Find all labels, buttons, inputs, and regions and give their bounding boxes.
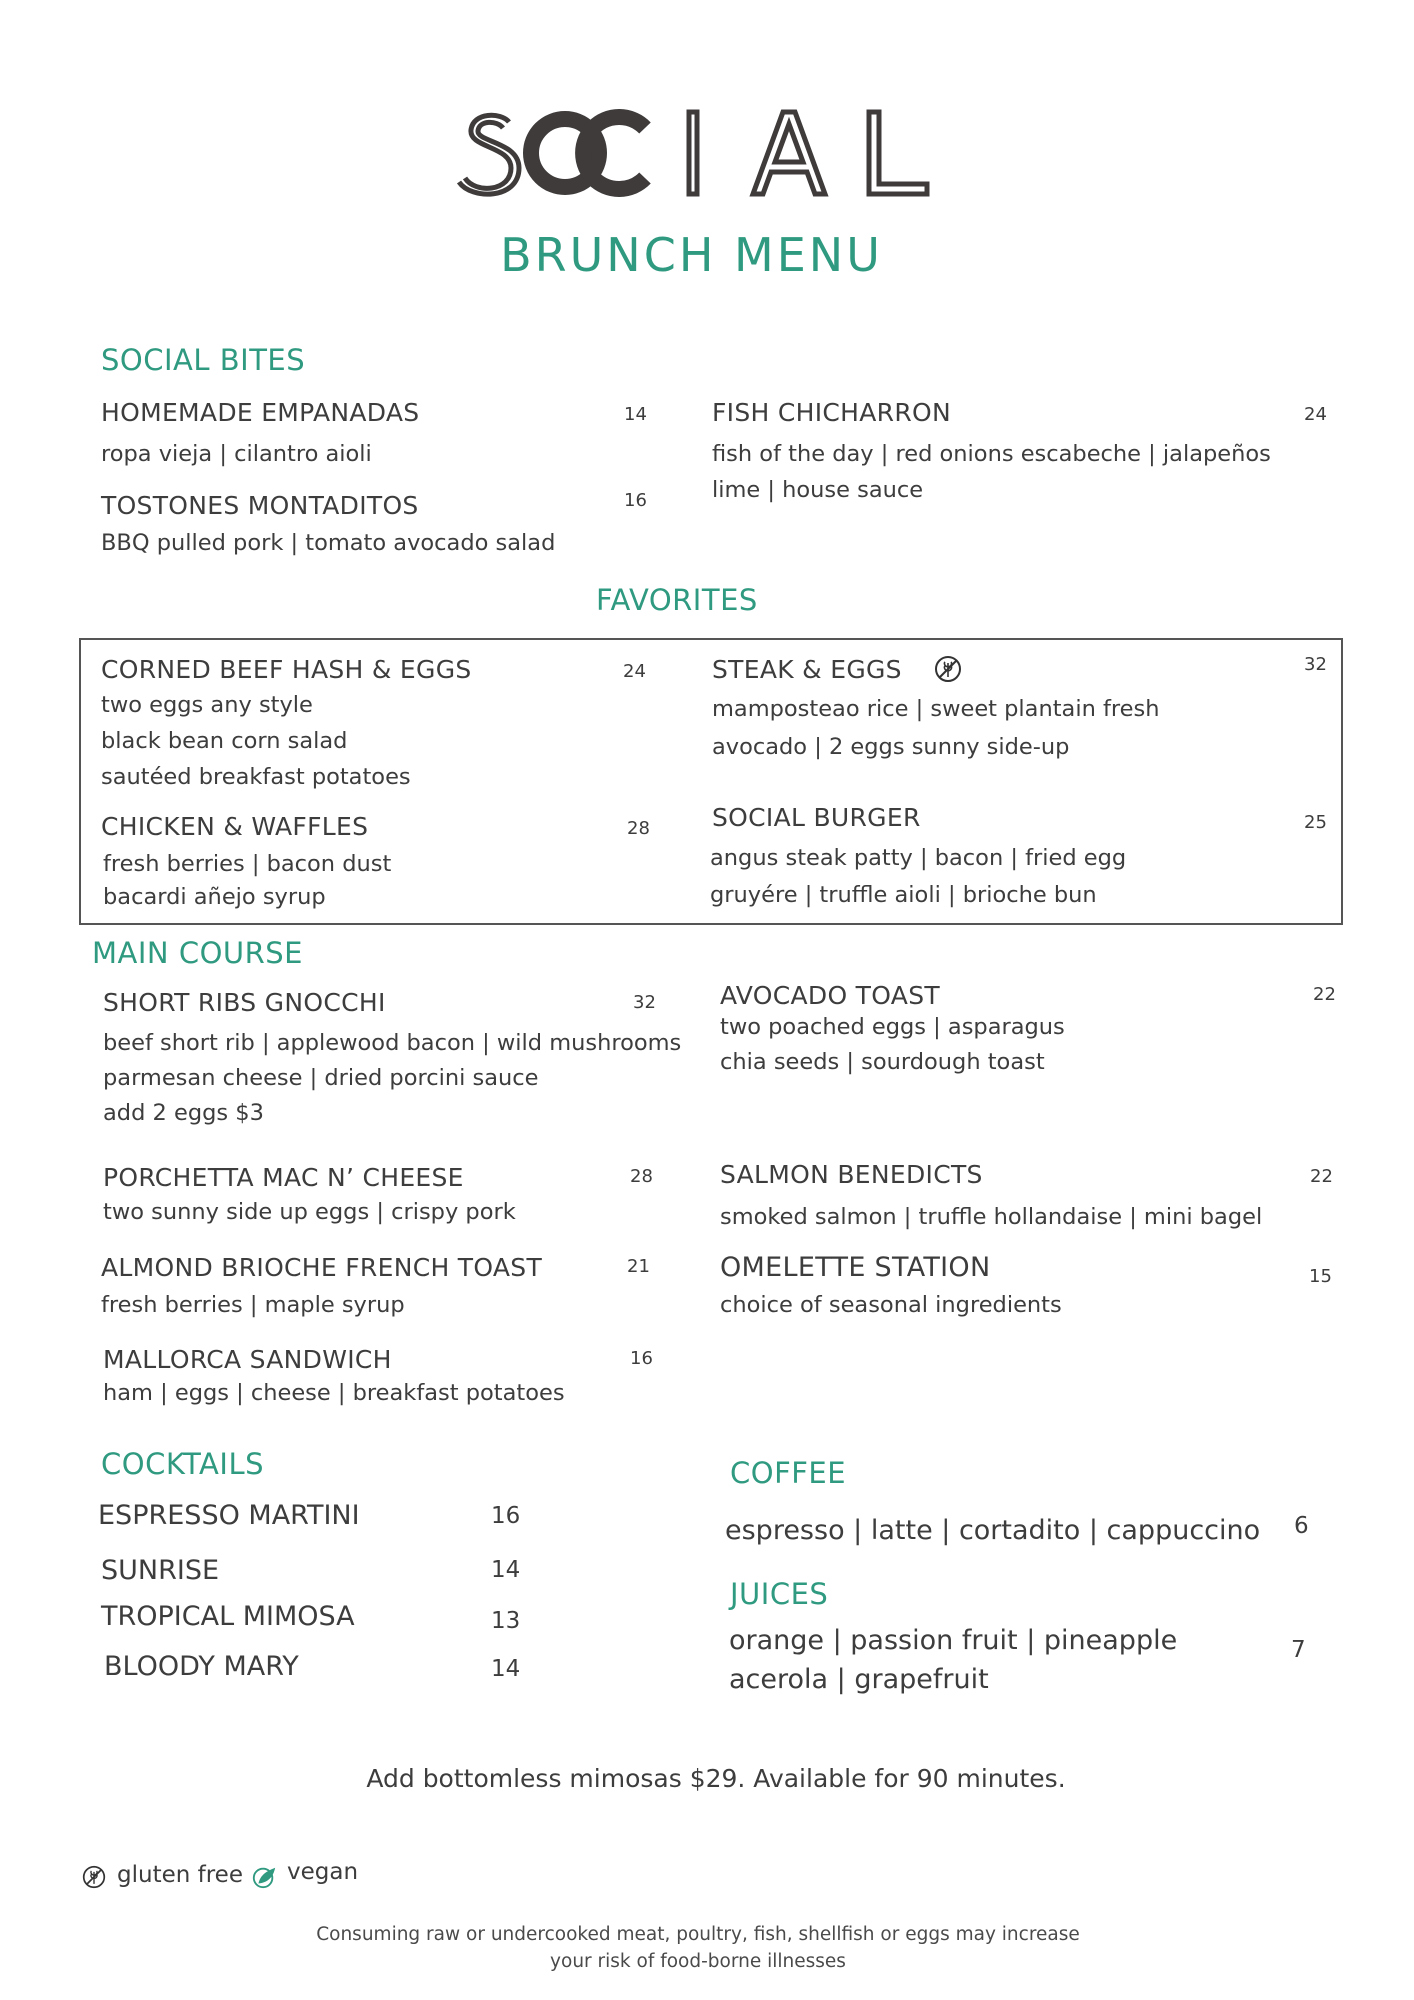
bottomless-mimosas-note: Add bottomless mimosas $29. Available for 90 minutes. — [366, 1764, 1066, 1793]
menu-item-description: parmesan cheese | dried porcini sauce — [103, 1065, 539, 1091]
coffee-description: espresso | latte | cortadito | cappuccino — [725, 1515, 1261, 1546]
menu-item-description: two sunny side up eggs | crispy pork — [103, 1199, 516, 1225]
juices-price: 7 — [1291, 1637, 1306, 1663]
menu-item-description: two poached eggs | asparagus — [720, 1014, 1065, 1040]
menu-item-price: 22 — [1310, 1166, 1333, 1187]
menu-item-name: SALMON BENEDICTS — [720, 1160, 983, 1189]
gluten-free-icon — [82, 1865, 106, 1889]
disclaimer-line: Consuming raw or undercooked meat, poultry, fish, shellfish or eggs may increase — [316, 1924, 1080, 1945]
section-heading-social-bites: SOCIAL BITES — [101, 343, 306, 377]
menu-item-description: mamposteao rice | sweet plantain fresh — [712, 696, 1160, 722]
menu-item-description: fresh berries | maple syrup — [101, 1292, 405, 1318]
social-logo — [0, 100, 1414, 220]
menu-item-price: 32 — [633, 992, 656, 1013]
menu-item-description: lime | house sauce — [712, 477, 924, 503]
menu-item-description: smoked salmon | truffle hollandaise | mini bagel — [720, 1204, 1263, 1230]
menu-item-price: 25 — [1304, 812, 1327, 833]
menu-item-description: ham | eggs | cheese | breakfast potatoes — [103, 1380, 565, 1406]
menu-item-name: STEAK & EGGS — [712, 655, 902, 684]
menu-item-description: add 2 eggs $3 — [103, 1100, 264, 1126]
coffee-price: 6 — [1294, 1513, 1309, 1539]
menu-item-description: beef short rib | applewood bacon | wild mushrooms — [103, 1030, 682, 1056]
menu-item-description: gruyére | truffle aioli | brioche bun — [710, 882, 1097, 908]
menu-item-price: 24 — [1304, 404, 1327, 425]
menu-item-name: SHORT RIBS GNOCCHI — [103, 988, 386, 1017]
disclaimer-line: your risk of food-borne illnesses — [550, 1951, 846, 1972]
menu-item-description: angus steak patty | bacon | fried egg — [710, 845, 1127, 871]
menu-item-description: chia seeds | sourdough toast — [720, 1049, 1045, 1075]
menu-item-name: ALMOND BRIOCHE FRENCH TOAST — [101, 1253, 543, 1282]
menu-item-name: AVOCADO TOAST — [720, 981, 940, 1010]
menu-item-description: bacardi añejo syrup — [103, 884, 326, 910]
menu-item-price: 32 — [1304, 654, 1327, 675]
menu-item-description: BBQ pulled pork | tomato avocado salad — [101, 530, 556, 556]
legend-vegan-label: vegan — [287, 1859, 359, 1885]
menu-item-description: two eggs any style — [101, 692, 313, 718]
menu-item-price: 14 — [624, 404, 647, 425]
menu-item-price: 15 — [1309, 1266, 1332, 1287]
gluten-free-icon — [934, 655, 962, 683]
menu-item-price: 21 — [627, 1256, 650, 1277]
page-title: BRUNCH MENU — [500, 228, 883, 282]
section-heading-cocktails: COCKTAILS — [101, 1447, 265, 1481]
menu-item-price: 22 — [1313, 984, 1336, 1005]
juices-description: orange | passion fruit | pineapple — [729, 1625, 1178, 1656]
menu-item-price: 28 — [627, 818, 650, 839]
menu-item-description: ropa vieja | cilantro aioli — [101, 441, 372, 467]
cocktail-price: 14 — [491, 1557, 521, 1583]
section-heading-main-course: MAIN COURSE — [92, 936, 304, 970]
menu-item-name: CORNED BEEF HASH & EGGS — [101, 655, 472, 684]
juices-description: acerola | grapefruit — [729, 1664, 989, 1695]
cocktail-name: BLOODY MARY — [104, 1651, 299, 1682]
legend-gluten-free-label: gluten free — [117, 1862, 243, 1888]
logo-graphic — [457, 100, 957, 210]
cocktail-name: ESPRESSO MARTINI — [98, 1500, 360, 1531]
menu-item-price: 16 — [624, 490, 647, 511]
menu-item-price: 28 — [630, 1166, 653, 1187]
menu-item-name: OMELETTE STATION — [720, 1252, 991, 1283]
menu-item-name: FISH CHICHARRON — [712, 398, 951, 427]
menu-item-description: choice of seasonal ingredients — [720, 1292, 1062, 1318]
menu-item-name: PORCHETTA MAC N’ CHEESE — [103, 1163, 464, 1192]
menu-item-description: black bean corn salad — [101, 728, 348, 754]
section-heading-juices: JUICES — [730, 1577, 829, 1611]
cocktail-price: 14 — [491, 1656, 521, 1682]
cocktail-name: TROPICAL MIMOSA — [101, 1601, 355, 1632]
menu-item-price: 24 — [623, 661, 646, 682]
menu-item-description: sautéed breakfast potatoes — [101, 764, 411, 790]
menu-item-price: 16 — [630, 1348, 653, 1369]
cocktail-name: SUNRISE — [101, 1555, 220, 1586]
vegan-leaf-icon — [251, 1864, 277, 1890]
menu-item-description: fish of the day | red onions escabeche | jalapeños — [712, 441, 1271, 467]
section-heading-coffee: COFFEE — [730, 1456, 847, 1490]
menu-item-name: MALLORCA SANDWICH — [103, 1345, 392, 1374]
menu-item-description: avocado | 2 eggs sunny side-up — [712, 734, 1070, 760]
menu-item-name: TOSTONES MONTADITOS — [101, 491, 419, 520]
cocktail-price: 16 — [491, 1503, 521, 1529]
cocktail-price: 13 — [491, 1608, 521, 1634]
menu-item-name: CHICKEN & WAFFLES — [101, 812, 369, 841]
menu-item-description: fresh berries | bacon dust — [103, 851, 392, 877]
menu-item-name: HOMEMADE EMPANADAS — [101, 398, 420, 427]
menu-item-name: SOCIAL BURGER — [712, 803, 921, 832]
section-heading-favorites: FAVORITES — [596, 583, 758, 617]
